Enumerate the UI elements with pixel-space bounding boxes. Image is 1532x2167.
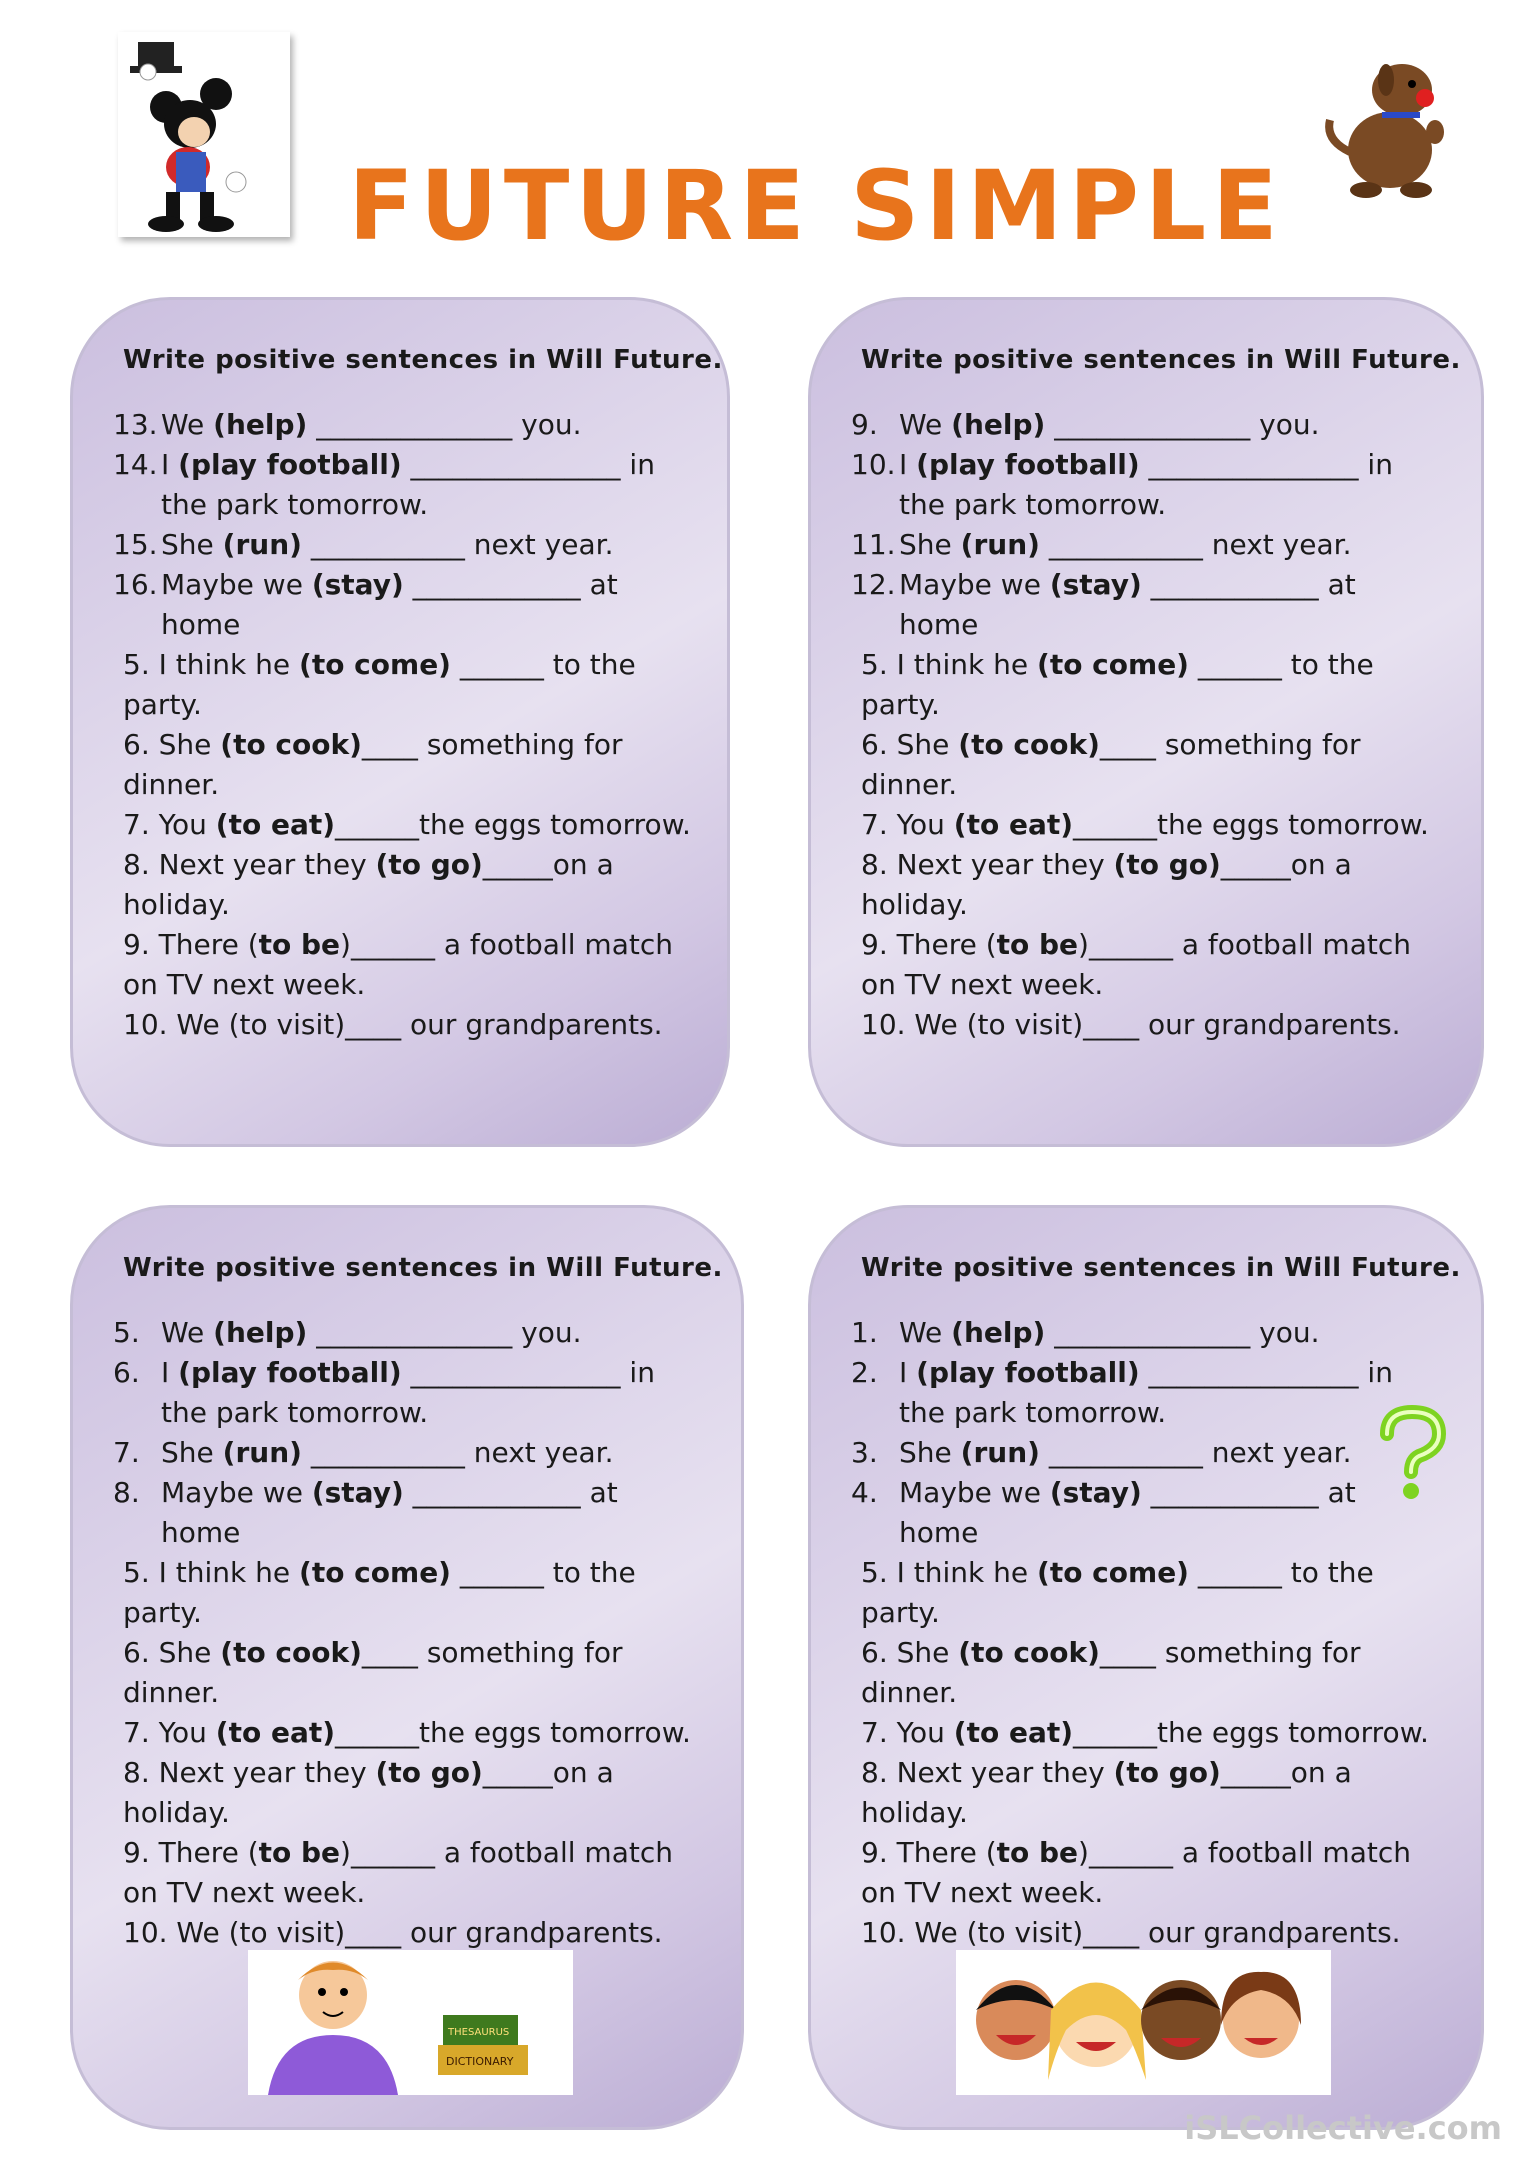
verb-hint: (play football): [916, 448, 1140, 481]
sentence-text: 6. She: [123, 1636, 221, 1669]
item-number: 7.: [113, 1436, 140, 1469]
item-sentence: [123, 648, 636, 721]
item-number: 2.: [851, 1356, 878, 1389]
verb-hint: (help): [213, 408, 308, 441]
exercise-item: [113, 1433, 713, 1473]
item-number: 6.: [113, 1356, 140, 1389]
sentence-text: _____on a holiday.: [861, 1756, 1352, 1829]
exercise-item: [851, 445, 1451, 525]
exercise-item: [851, 1005, 1451, 1045]
exercise-item: [113, 805, 713, 845]
mickey-mouse-icon: [118, 32, 290, 237]
exercise-item: [851, 565, 1451, 645]
item-number: 10.: [851, 448, 896, 481]
sentence-text: _______________ in the park tomorrow.: [161, 448, 655, 521]
item-sentence: [161, 1313, 713, 1353]
sentence-text: 10. We (to visit)____ our grandparents.: [861, 1008, 1401, 1041]
exercise-item: [851, 405, 1451, 445]
exercise-item: [851, 1713, 1451, 1753]
sentence-text: ______the eggs tomorrow.: [1073, 1716, 1429, 1749]
sentence-text: We: [899, 408, 952, 441]
item-sentence: [861, 1556, 1374, 1629]
exercise-item: [851, 1553, 1451, 1633]
item-sentence: [899, 1313, 1451, 1353]
item-sentence: [899, 445, 1451, 525]
verb-hint: to be: [996, 928, 1079, 961]
exercise-item: [851, 645, 1451, 725]
verb-hint: (to eat): [953, 1716, 1074, 1749]
sentence-text: ____ something for dinner.: [861, 728, 1361, 801]
exercise-list: [113, 1313, 713, 1953]
sentence-text: ____________ at home: [161, 1476, 618, 1549]
sentence-text: I: [899, 1356, 917, 1389]
exercise-item: [113, 1473, 713, 1553]
sentence-text: ______________ you.: [1045, 408, 1320, 441]
sentence-text: ___________ next year.: [301, 528, 614, 561]
verb-hint: (to cook): [220, 1636, 362, 1669]
verb-hint: (stay): [1049, 1476, 1142, 1509]
item-number: 8.: [113, 1476, 140, 1509]
verb-hint: (run): [960, 528, 1040, 561]
verb-hint: (help): [951, 1316, 1046, 1349]
verb-hint: (to go): [1113, 1756, 1221, 1789]
sentence-text: She: [899, 1436, 961, 1469]
sentence-text: I: [161, 448, 179, 481]
item-sentence: [123, 928, 673, 1001]
item-sentence: [861, 648, 1374, 721]
verb-hint: (help): [951, 408, 1046, 441]
exercise-card-3: [70, 1205, 744, 2130]
verb-hint: (stay): [1049, 568, 1142, 601]
sentence-text: 10. We (to visit)____ our grandparents.: [123, 1916, 663, 1949]
sentence-text: ____________ at home: [161, 568, 618, 641]
sentence-text: She: [161, 528, 223, 561]
item-sentence: [861, 928, 1411, 1001]
sentence-text: 9. There (: [861, 928, 997, 961]
item-sentence: [161, 565, 713, 645]
item-sentence: [861, 728, 1360, 801]
item-number: 13.: [113, 408, 158, 441]
sentence-text: 6. She: [861, 728, 959, 761]
sentence-text: She: [161, 1436, 223, 1469]
exercise-item: [113, 725, 713, 805]
sentence-text: 7. You: [123, 1716, 216, 1749]
item-number: 5.: [113, 1316, 140, 1349]
exercise-item: [113, 1313, 713, 1353]
exercise-item: [113, 1353, 713, 1433]
sentence-text: ___________ next year.: [301, 1436, 614, 1469]
sentence-text: I: [161, 1356, 179, 1389]
exercise-item: [113, 445, 713, 525]
sentence-text: She: [899, 528, 961, 561]
card-instruction: Write positive sentences in Will Future.: [861, 1253, 1461, 1283]
sentence-text: 10. We (to visit)____ our grandparents.: [861, 1916, 1401, 1949]
verb-hint: (run): [222, 1436, 302, 1469]
sentence-text: 6. She: [123, 728, 221, 761]
sentence-text: ____________ at home: [899, 568, 1356, 641]
verb-hint: (run): [960, 1436, 1040, 1469]
exercise-item: [113, 525, 713, 565]
item-sentence: [123, 808, 691, 841]
sentence-text: ______the eggs tomorrow.: [335, 808, 691, 841]
item-sentence: [899, 405, 1451, 445]
sentence-text: Maybe we: [899, 568, 1050, 601]
sentence-text: Maybe we: [161, 1476, 312, 1509]
item-number: 15.: [113, 528, 158, 561]
exercise-item: [851, 725, 1451, 805]
item-sentence: [861, 1836, 1411, 1909]
exercise-item: [113, 1833, 713, 1913]
sentence-text: 10. We (to visit)____ our grandparents.: [123, 1008, 663, 1041]
item-sentence: [899, 565, 1451, 645]
verb-hint: (to come): [1037, 1556, 1189, 1589]
exercise-card-4: [808, 1205, 1484, 2130]
item-sentence: [161, 405, 713, 445]
item-sentence: [123, 1756, 614, 1829]
sentence-text: )______ a football match on TV next week.: [123, 928, 673, 1001]
item-sentence: [123, 1916, 663, 1949]
exercise-card-1: [70, 297, 730, 1147]
item-number: 14.: [113, 448, 158, 481]
exercise-item: [113, 1713, 713, 1753]
verb-hint: (stay): [311, 568, 404, 601]
item-sentence: [123, 1008, 663, 1041]
sentence-text: ____________ at home: [899, 1476, 1356, 1549]
verb-hint: (help): [213, 1316, 308, 1349]
sentence-text: _______________ in the park tomorrow.: [899, 1356, 1393, 1429]
item-sentence: [861, 1756, 1352, 1829]
sentence-text: We: [899, 1316, 952, 1349]
item-sentence: [161, 1473, 713, 1553]
student-with-dictionary-icon: [248, 1950, 573, 2095]
sentence-text: We: [161, 408, 214, 441]
item-number: 3.: [851, 1436, 878, 1469]
item-sentence: [123, 1636, 622, 1709]
sentence-text: 7. You: [861, 1716, 954, 1749]
verb-hint: (to go): [375, 1756, 483, 1789]
sentence-text: I: [899, 448, 917, 481]
item-sentence: [861, 1916, 1401, 1949]
sentence-text: 8. Next year they: [123, 1756, 376, 1789]
sentence-text: 8. Next year they: [861, 1756, 1114, 1789]
exercise-item: [851, 1473, 1451, 1553]
item-sentence: [123, 728, 622, 801]
exercise-item: [851, 1913, 1451, 1953]
sentence-text: )______ a football match on TV next week.: [861, 928, 1411, 1001]
item-sentence: [161, 445, 713, 525]
sentence-text: 8. Next year they: [123, 848, 376, 881]
exercise-item: [113, 565, 713, 645]
sentence-text: ____ something for dinner.: [861, 1636, 1361, 1709]
verb-hint: (play football): [178, 448, 402, 481]
verb-hint: (to come): [1037, 648, 1189, 681]
item-number: 9.: [851, 408, 878, 441]
card-instruction: Write positive sentences in Will Future.: [861, 345, 1461, 375]
sentence-text: 5. I think he: [861, 648, 1038, 681]
exercise-item: [851, 1833, 1451, 1913]
item-sentence: [861, 1008, 1401, 1041]
sentence-text: 8. Next year they: [861, 848, 1114, 881]
exercise-item: [851, 1633, 1451, 1713]
sentence-text: Maybe we: [161, 568, 312, 601]
verb-hint: (to go): [1113, 848, 1221, 881]
item-sentence: [899, 525, 1451, 565]
sentence-text: ____ something for dinner.: [123, 1636, 623, 1709]
verb-hint: (to go): [375, 848, 483, 881]
exercise-item: [113, 645, 713, 725]
dog-icon: [1320, 40, 1460, 210]
exercise-item: [113, 405, 713, 445]
item-sentence: [161, 525, 713, 565]
exercise-item: [851, 1753, 1451, 1833]
exercise-item: [113, 1553, 713, 1633]
sentence-text: 5. I think he: [861, 1556, 1038, 1589]
card-instruction: Write positive sentences in Will Future.: [123, 1253, 723, 1283]
card-instruction: Write positive sentences in Will Future.: [123, 345, 723, 375]
sentence-text: 9. There (: [123, 928, 259, 961]
exercise-item: [113, 1753, 713, 1833]
item-sentence: [161, 1353, 713, 1433]
exercise-item: [851, 1313, 1451, 1353]
exercise-list: [851, 1313, 1451, 1953]
exercise-item: [851, 1353, 1451, 1433]
sentence-text: 5. I think he: [123, 1556, 300, 1589]
item-sentence: [861, 808, 1429, 841]
verb-hint: to be: [258, 1836, 341, 1869]
children-faces-icon: [956, 1950, 1331, 2095]
sentence-text: ______the eggs tomorrow.: [335, 1716, 691, 1749]
item-number: 4.: [851, 1476, 878, 1509]
sentence-text: 9. There (: [123, 1836, 259, 1869]
sentence-text: ___________ next year.: [1039, 528, 1352, 561]
sentence-text: 5. I think he: [123, 648, 300, 681]
sentence-text: _____on a holiday.: [123, 1756, 614, 1829]
verb-hint: (run): [222, 528, 302, 561]
question-mark-icon: [1367, 1404, 1457, 1504]
sentence-text: ____ something for dinner.: [123, 728, 623, 801]
sentence-text: ______the eggs tomorrow.: [1073, 808, 1429, 841]
sentence-text: ______________ you.: [307, 1316, 582, 1349]
item-sentence: [161, 1433, 713, 1473]
item-number: 12.: [851, 568, 896, 601]
sentence-text: )______ a football match on TV next week.: [861, 1836, 1411, 1909]
sentence-text: 6. She: [861, 1636, 959, 1669]
verb-hint: (to cook): [958, 728, 1100, 761]
exercise-item: [113, 1633, 713, 1713]
verb-hint: (to eat): [215, 808, 336, 841]
exercise-list: [851, 405, 1451, 1045]
sentence-text: ______ to the party.: [123, 1556, 636, 1629]
exercise-card-2: [808, 297, 1484, 1147]
item-number: 16.: [113, 568, 158, 601]
sentence-text: ______________ you.: [1045, 1316, 1320, 1349]
verb-hint: (to come): [299, 648, 451, 681]
sentence-text: ___________ next year.: [1039, 1436, 1352, 1469]
verb-hint: (to cook): [220, 728, 362, 761]
svg-text:THESAURUS: THESAURUS: [448, 2027, 510, 2038]
exercise-item: [851, 845, 1451, 925]
sentence-text: _____on a holiday.: [123, 848, 614, 921]
verb-hint: (to eat): [953, 808, 1074, 841]
exercise-item: [851, 925, 1451, 1005]
exercise-item: [113, 1005, 713, 1045]
watermark: iSLCollective.com: [1184, 2109, 1502, 2147]
exercise-item: [113, 925, 713, 1005]
exercise-list: [113, 405, 713, 1045]
sentence-text: 9. There (: [861, 1836, 997, 1869]
sentence-text: _______________ in the park tomorrow.: [899, 448, 1393, 521]
sentence-text: 7. You: [861, 808, 954, 841]
exercise-item: [851, 525, 1451, 565]
item-sentence: [861, 1636, 1360, 1709]
exercise-item: [851, 805, 1451, 845]
sentence-text: _____on a holiday.: [861, 848, 1352, 921]
verb-hint: (to come): [299, 1556, 451, 1589]
exercise-item: [851, 1433, 1451, 1473]
page-title: FUTURE SIMPLE: [348, 150, 1284, 262]
sentence-text: We: [161, 1316, 214, 1349]
sentence-text: _______________ in the park tomorrow.: [161, 1356, 655, 1429]
sentence-text: 7. You: [123, 808, 216, 841]
verb-hint: (play football): [916, 1356, 1140, 1389]
item-sentence: [861, 848, 1352, 921]
exercise-item: [113, 845, 713, 925]
item-number: 1.: [851, 1316, 878, 1349]
verb-hint: to be: [996, 1836, 1079, 1869]
item-sentence: [123, 1836, 673, 1909]
exercise-item: [113, 1913, 713, 1953]
item-sentence: [123, 1716, 691, 1749]
sentence-text: )______ a football match on TV next week.: [123, 1836, 673, 1909]
sentence-text: ______________ you.: [307, 408, 582, 441]
item-sentence: [123, 1556, 636, 1629]
item-sentence: [123, 848, 614, 921]
verb-hint: (play football): [178, 1356, 402, 1389]
verb-hint: to be: [258, 928, 341, 961]
verb-hint: (stay): [311, 1476, 404, 1509]
sentence-text: ______ to the party.: [861, 1556, 1374, 1629]
item-number: 11.: [851, 528, 896, 561]
sentence-text: ______ to the party.: [861, 648, 1374, 721]
verb-hint: (to cook): [958, 1636, 1100, 1669]
sentence-text: Maybe we: [899, 1476, 1050, 1509]
svg-text:DICTIONARY: DICTIONARY: [446, 2055, 514, 2068]
item-sentence: [861, 1716, 1429, 1749]
sentence-text: ______ to the party.: [123, 648, 636, 721]
verb-hint: (to eat): [215, 1716, 336, 1749]
